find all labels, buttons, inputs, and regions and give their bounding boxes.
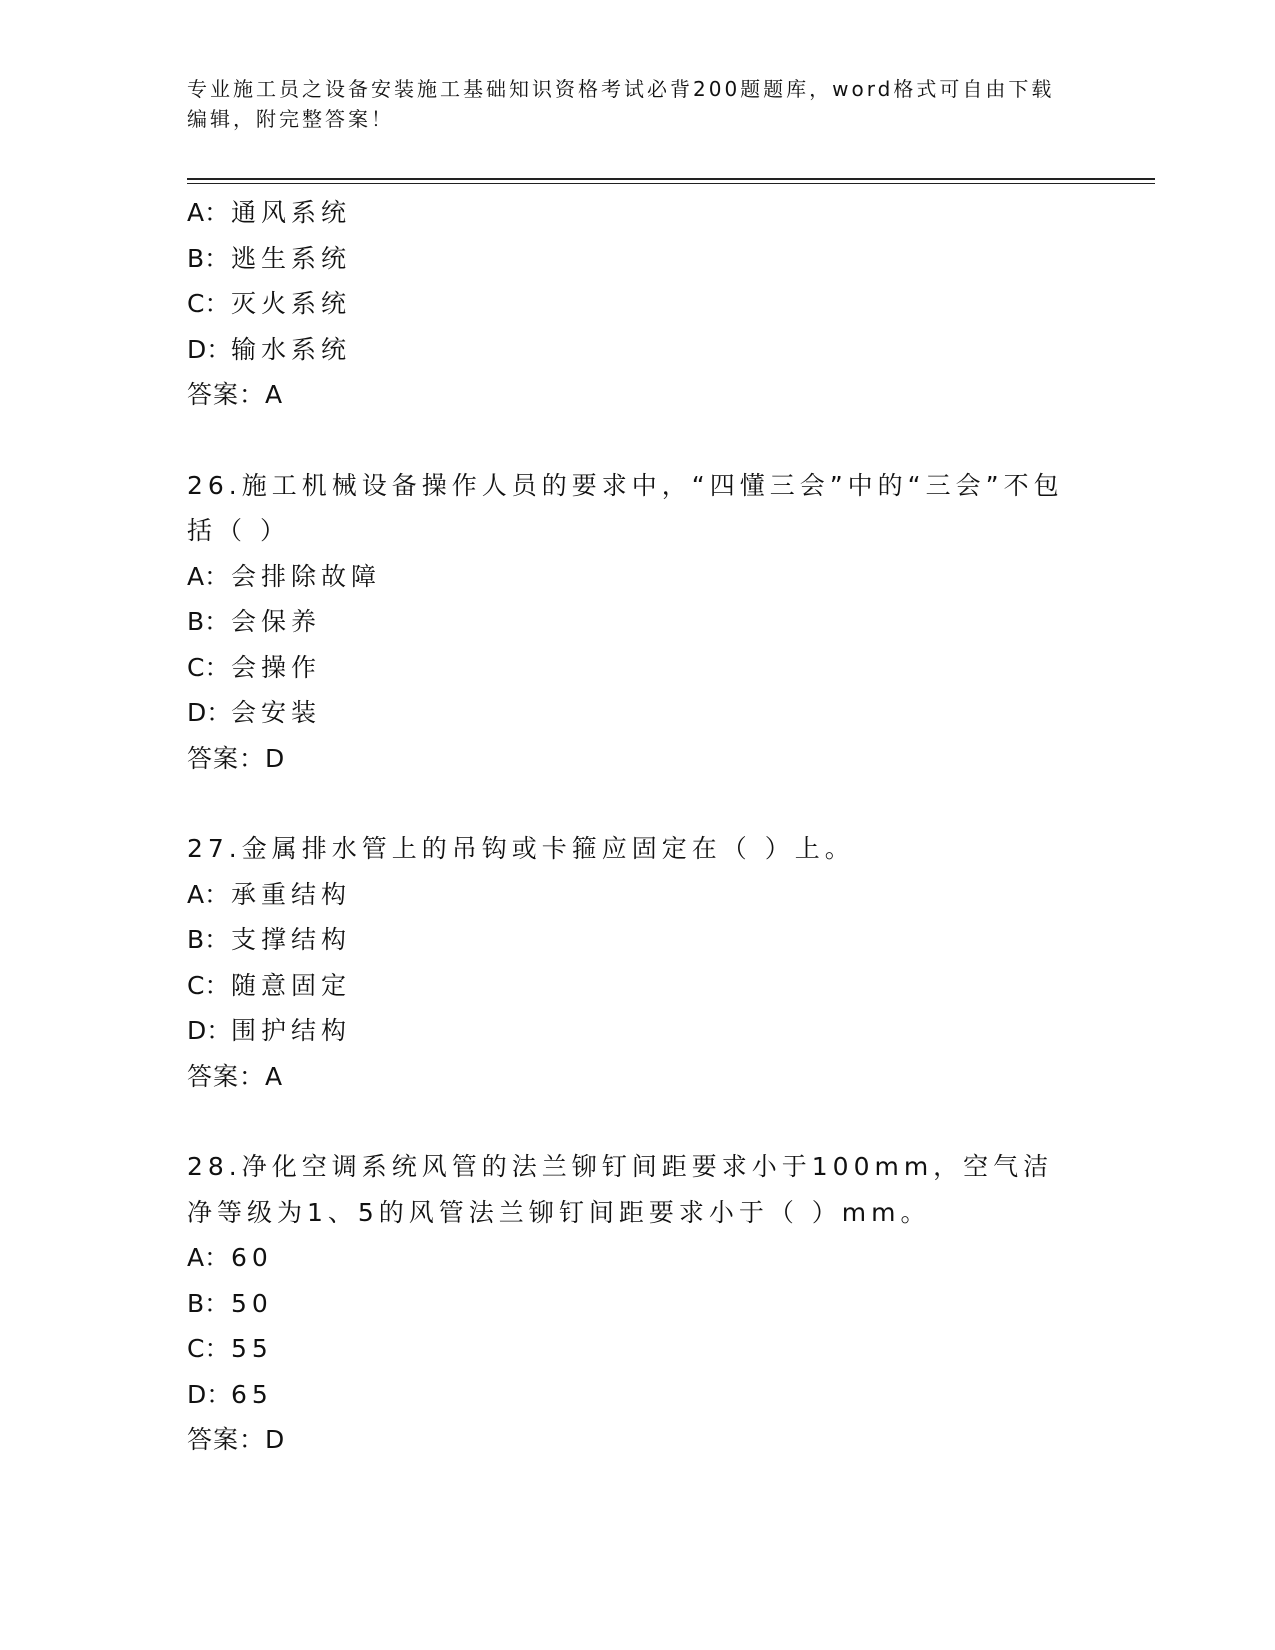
answer-line: 答案：D	[187, 743, 286, 773]
option-key: B：	[187, 607, 230, 636]
option-b	[187, 917, 1077, 963]
spacer	[187, 418, 1077, 463]
option-b	[187, 1281, 1077, 1327]
question-list	[187, 190, 1077, 1463]
option-key: B：	[187, 925, 230, 954]
option-b	[187, 599, 1077, 645]
option-text: 65	[231, 1379, 273, 1409]
option-text: 会排除故障	[231, 561, 382, 591]
option-key: D：	[187, 334, 232, 364]
option-key: C：	[187, 652, 230, 682]
option-c	[187, 963, 1077, 1009]
answer-line: 答案：A	[187, 380, 284, 409]
option-key: D：	[187, 698, 232, 727]
option-a	[187, 1235, 1077, 1281]
question-text: 28.净化空调系统风管的法兰铆钉间距要求小于100mm，空气洁净等级为1、5的风管法兰铆钉间距要求小于（ ）mm。	[187, 1152, 1054, 1227]
question-26	[187, 463, 1077, 782]
option-text: 55	[231, 1334, 273, 1363]
option-c	[187, 281, 1077, 327]
option-key: D：	[187, 1379, 232, 1409]
option-text: 会操作	[231, 652, 322, 682]
option-d	[187, 690, 1077, 736]
option-d	[187, 1008, 1077, 1054]
spacer	[187, 1099, 1077, 1144]
option-text: 围护结构	[231, 1016, 352, 1045]
option-key: C：	[187, 289, 230, 318]
option-text: 灭火系统	[231, 289, 352, 318]
option-text: 随意固定	[231, 970, 352, 1000]
option-key: A：	[187, 198, 230, 227]
option-a	[187, 554, 1077, 600]
option-text: 支撑结构	[231, 925, 352, 954]
option-text: 输水系统	[231, 334, 352, 364]
option-d	[187, 1372, 1077, 1418]
option-a	[187, 872, 1077, 918]
option-key: A：	[187, 561, 230, 591]
header-divider	[187, 178, 1155, 184]
option-c	[187, 1326, 1077, 1372]
option-key: A：	[187, 1243, 230, 1272]
spacer	[187, 781, 1077, 826]
option-key: D：	[187, 1016, 232, 1045]
option-text: 60	[231, 1243, 273, 1272]
option-text: 50	[231, 1288, 273, 1318]
question-28	[187, 1144, 1077, 1463]
option-key: C：	[187, 970, 230, 1000]
question-text: 26.施工机械设备操作人员的要求中，“四懂三会”中的“三会”不包括（ ）	[187, 470, 1064, 545]
option-d	[187, 327, 1077, 373]
answer-line: 答案：A	[187, 1061, 284, 1091]
option-text: 逃生系统	[231, 243, 352, 273]
option-text: 承重结构	[231, 879, 352, 909]
question-25-partial	[187, 190, 1077, 418]
option-c	[187, 645, 1077, 691]
option-key: C：	[187, 1334, 230, 1363]
option-key: B：	[187, 243, 230, 273]
option-text: 通风系统	[231, 198, 352, 227]
option-a	[187, 190, 1077, 236]
question-text: 27.金属排水管上的吊钩或卡箍应固定在（ ）上。	[187, 834, 855, 863]
option-key: B：	[187, 1288, 230, 1318]
document-header	[187, 74, 1067, 134]
document-title: 专业施工员之设备安装施工基础知识资格考试必背200题题库，word格式可自由下载编辑，附完整答案！	[187, 77, 1055, 131]
option-key: A：	[187, 879, 230, 909]
question-27	[187, 826, 1077, 1099]
answer-line: 答案：D	[187, 1425, 286, 1454]
option-text: 会保养	[231, 607, 322, 636]
option-text: 会安装	[231, 698, 322, 727]
option-b	[187, 236, 1077, 282]
